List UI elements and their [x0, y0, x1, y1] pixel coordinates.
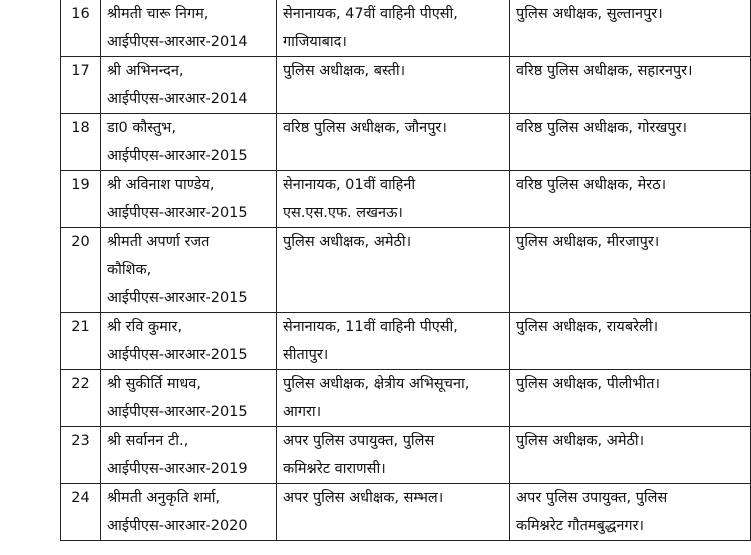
new-posting-line: पुलिस अधीक्षक, मीरजापुर।: [516, 234, 660, 250]
table-row: [61, 370, 751, 427]
current-posting-cell: [277, 370, 510, 427]
current-posting-cell: [277, 57, 510, 114]
current-posting-cell: [277, 171, 510, 228]
officer-name-cell: [101, 228, 277, 313]
new-posting-cell: [510, 484, 751, 541]
current-posting-line: पुलिस अधीक्षक, अमेठी।: [283, 234, 412, 250]
officer-name-line: आईपीएस-आरआर-2020: [107, 518, 248, 534]
officer-name-cell: [101, 313, 277, 370]
current-posting-line: वरिष्ठ पुलिस अधीक्षक, जौनपुर।: [283, 120, 447, 136]
table-row: [61, 313, 751, 370]
officer-name-cell: [101, 427, 277, 484]
current-posting-line: आगरा।: [283, 404, 322, 420]
officer-name-line: आईपीएस-आरआर-2015: [107, 205, 248, 221]
new-posting-cell: [510, 370, 751, 427]
officer-name-cell: [101, 0, 277, 57]
officer-name-line: आईपीएस-आरआर-2015: [107, 148, 248, 164]
serial-number-cell: 24: [61, 484, 101, 541]
current-posting-cell: [277, 313, 510, 370]
officer-name-cell: [101, 484, 277, 541]
current-posting-line: एस.एस.एफ. लखनऊ।: [283, 205, 403, 221]
current-posting-line: कमिश्नरेट वाराणसी।: [283, 461, 386, 477]
new-posting-cell: [510, 228, 751, 313]
serial-number-cell: 16: [61, 0, 101, 57]
new-posting-cell: [510, 171, 751, 228]
serial-number-cell: 21: [61, 313, 101, 370]
table-row: [61, 484, 751, 541]
officer-name-line: आईपीएस-आरआर-2014: [107, 34, 248, 50]
current-posting-line: अपर पुलिस अधीक्षक, सम्भल।: [283, 490, 444, 506]
serial-number-cell: 19: [61, 171, 101, 228]
table-row: [61, 0, 751, 57]
new-posting-line: पुलिस अधीक्षक, सुल्तानपुर।: [516, 6, 663, 22]
officer-name-line: श्री सर्वानन टी.,: [107, 433, 189, 449]
new-posting-line: वरिष्ठ पुलिस अधीक्षक, गोरखपुर।: [516, 120, 688, 136]
current-posting-line: पुलिस अधीक्षक, क्षेत्रीय अभिसूचना,: [283, 376, 470, 392]
transfer-table-body: [61, 0, 751, 541]
current-posting-line: सेनानायक, 11वीं वाहिनी पीएसी,: [283, 319, 458, 335]
new-posting-cell: [510, 57, 751, 114]
officer-name-cell: [101, 171, 277, 228]
table-row: [61, 57, 751, 114]
table-row: [61, 427, 751, 484]
table-row: [61, 171, 751, 228]
officer-name-line: आईपीएस-आरआर-2015: [107, 347, 248, 363]
officer-name-line: आईपीएस-आरआर-2019: [107, 461, 248, 477]
new-posting-cell: [510, 313, 751, 370]
officer-name-cell: [101, 370, 277, 427]
officer-name-line: आईपीएस-आरआर-2015: [107, 404, 248, 420]
serial-number-cell: 23: [61, 427, 101, 484]
current-posting-line: सेनानायक, 01वीं वाहिनी: [283, 177, 416, 193]
new-posting-cell: [510, 0, 751, 57]
current-posting-cell: [277, 0, 510, 57]
new-posting-line: पुलिस अधीक्षक, पीलीभीत।: [516, 376, 661, 392]
officer-name-line: श्री अभिनन्दन,: [107, 63, 184, 79]
new-posting-cell: [510, 427, 751, 484]
current-posting-cell: [277, 484, 510, 541]
current-posting-cell: [277, 114, 510, 171]
current-posting-cell: [277, 228, 510, 313]
current-posting-line: पुलिस अधीक्षक, बस्ती।: [283, 63, 406, 79]
officer-name-line: कौशिक,: [107, 262, 152, 278]
officer-name-line: आईपीएस-आरआर-2015: [107, 290, 248, 306]
new-posting-line: वरिष्ठ पुलिस अधीक्षक, मेरठ।: [516, 177, 667, 193]
officer-name-cell: [101, 57, 277, 114]
table-row: [61, 228, 751, 313]
table-row: [61, 114, 751, 171]
officer-name-line: श्रीमती अनुकृति शर्मा,: [107, 490, 221, 506]
serial-number-cell: 18: [61, 114, 101, 171]
new-posting-line: अपर पुलिस उपायुक्त, पुलिस: [516, 490, 668, 506]
officer-name-line: आईपीएस-आरआर-2014: [107, 91, 248, 107]
serial-number-cell: 20: [61, 228, 101, 313]
officer-name-line: श्रीमती अपर्णा रजत: [107, 234, 210, 250]
new-posting-line: वरिष्ठ पुलिस अधीक्षक, सहारनपुर।: [516, 63, 693, 79]
serial-number-cell: 22: [61, 370, 101, 427]
new-posting-line: कमिश्नरेट गौतमबुद्धनगर।: [516, 518, 645, 534]
officer-name-line: डा0 कौस्तुभ,: [107, 120, 176, 136]
officer-name-line: श्री सुकीर्ति माधव,: [107, 376, 201, 392]
new-posting-cell: [510, 114, 751, 171]
officer-name-line: श्री अविनाश पाण्डेय,: [107, 177, 215, 193]
officer-name-cell: [101, 114, 277, 171]
transfer-table: [60, 0, 751, 541]
serial-number-cell: 17: [61, 57, 101, 114]
new-posting-line: पुलिस अधीक्षक, रायबरेली।: [516, 319, 659, 335]
current-posting-line: सेनानायक, 47वीं वाहिनी पीएसी,: [283, 6, 458, 22]
current-posting-cell: [277, 427, 510, 484]
officer-name-line: श्री रवि कुमार,: [107, 319, 183, 335]
current-posting-line: गाजियाबाद।: [283, 34, 347, 50]
new-posting-line: पुलिस अधीक्षक, अमेठी।: [516, 433, 645, 449]
officer-name-line: श्रीमती चारू निगम,: [107, 6, 209, 22]
current-posting-line: अपर पुलिस उपायुक्त, पुलिस: [283, 433, 435, 449]
current-posting-line: सीतापुर।: [283, 347, 329, 363]
